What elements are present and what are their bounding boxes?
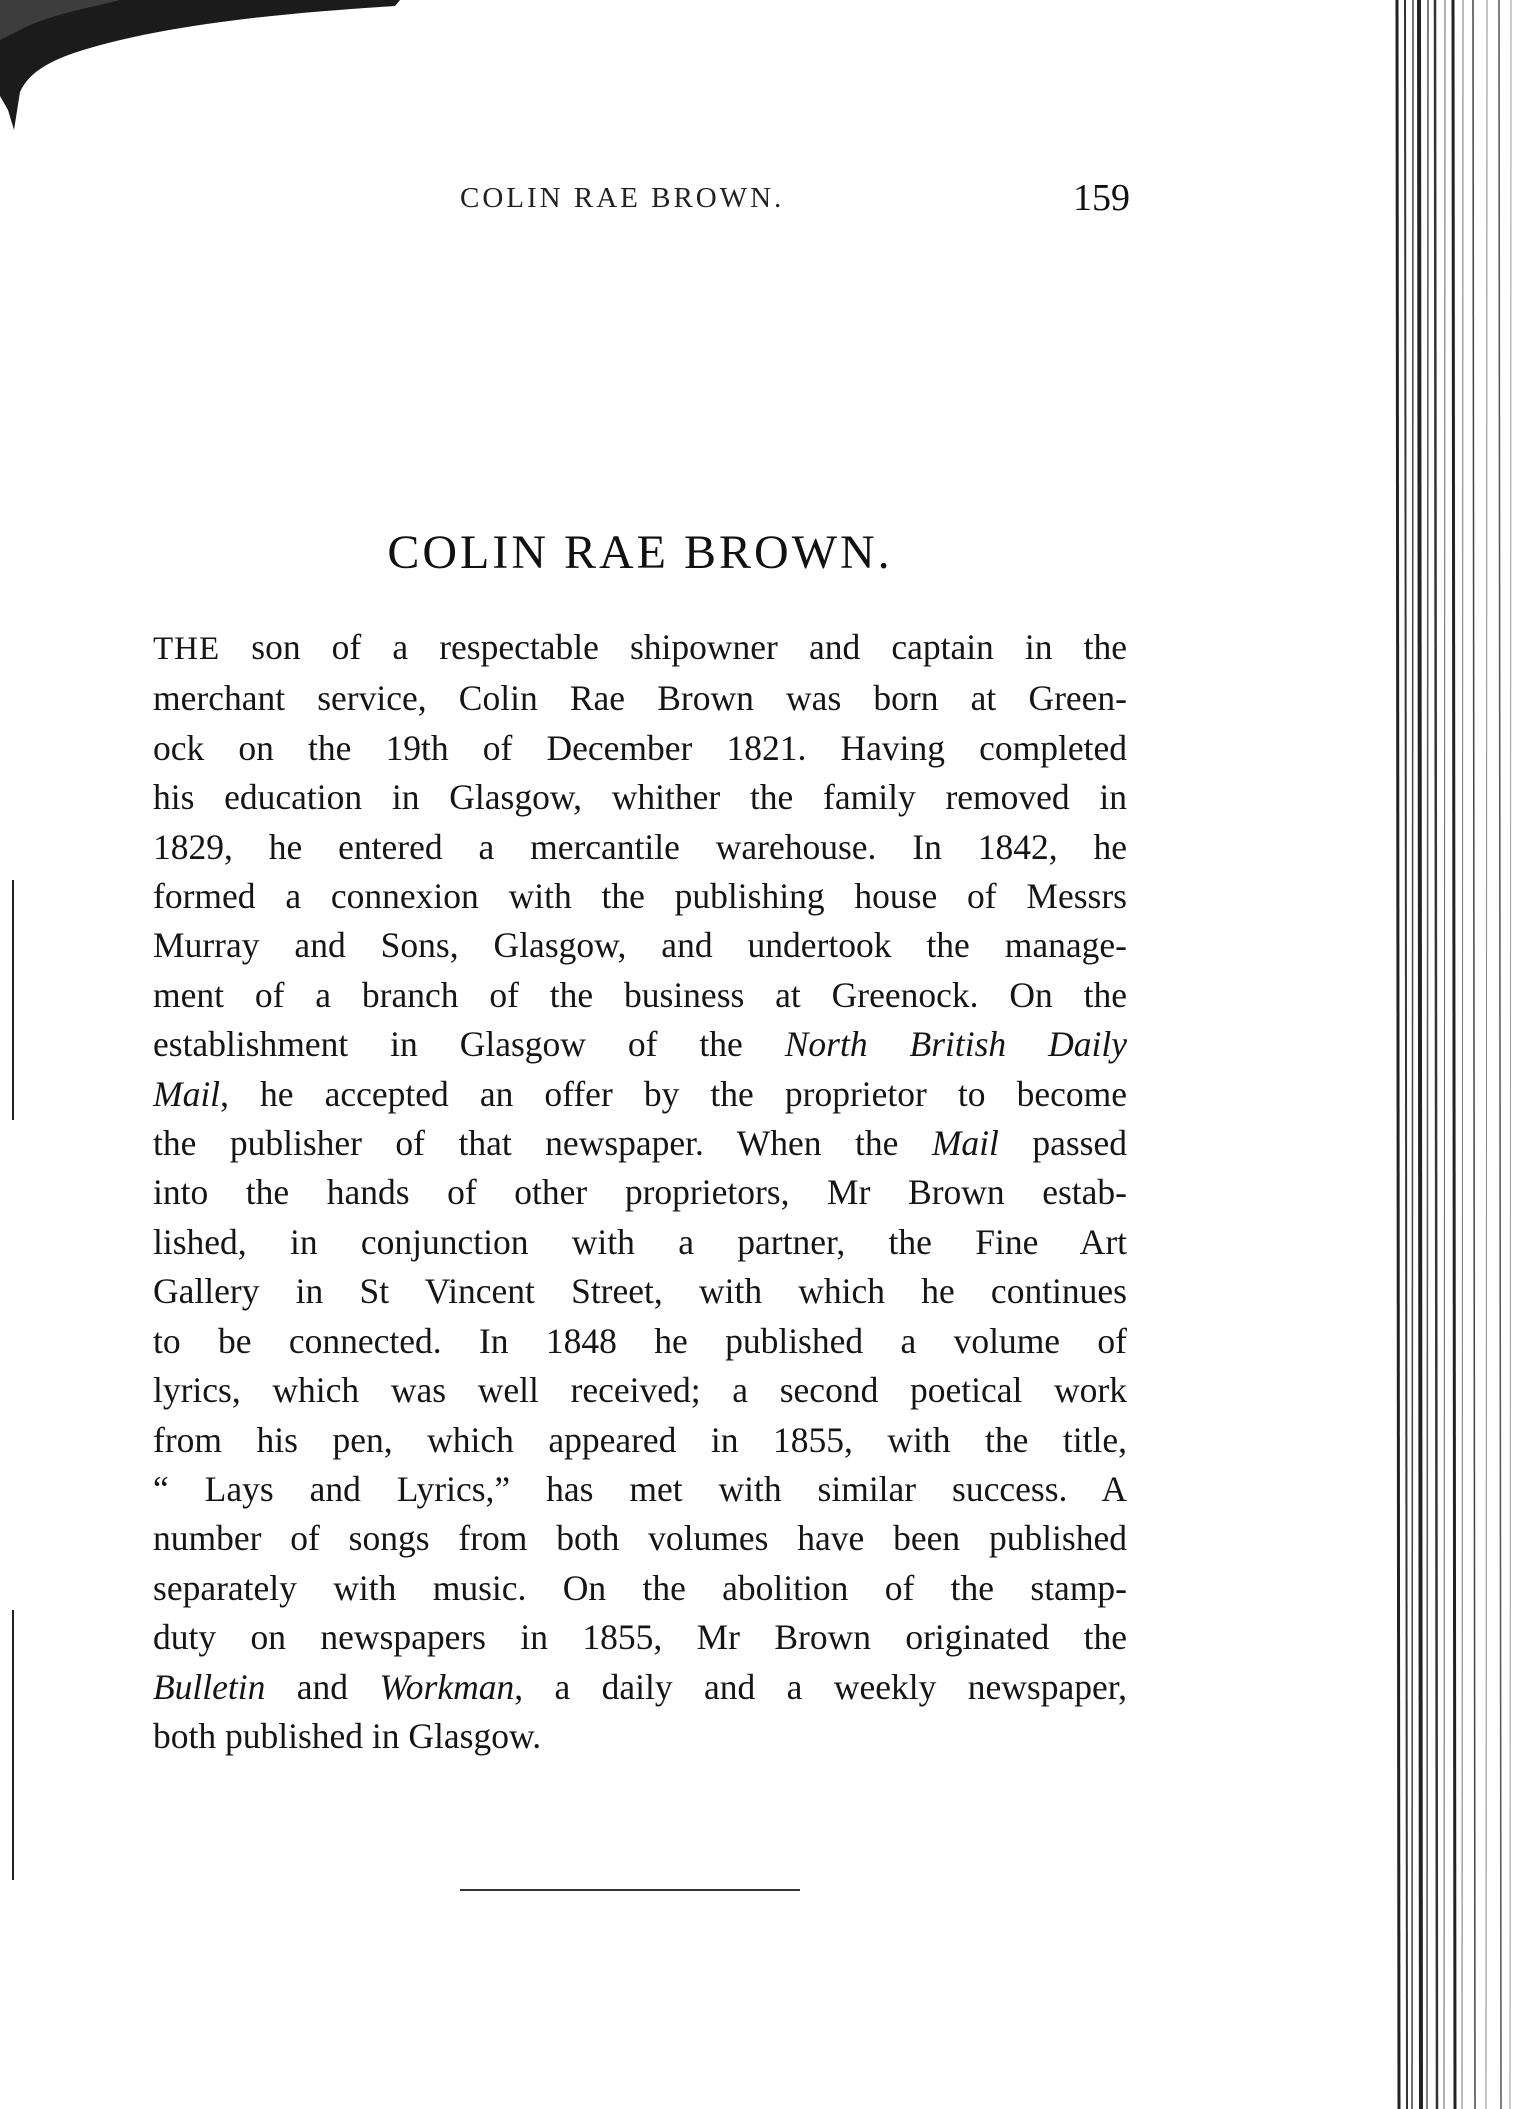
- text-run: duty on newspapers in 1855, Mr Brown originated the: [153, 1617, 1127, 1658]
- end-rule: [460, 1889, 800, 1891]
- text-line: [153, 623, 1127, 674]
- text-line: [153, 872, 1127, 921]
- text-run: passed: [998, 1123, 1127, 1164]
- text-line: [153, 1663, 1127, 1712]
- torn-corner-mark: [0, 0, 420, 140]
- article-title: COLIN RAE BROWN.: [387, 526, 893, 579]
- text-run: lished, in conjunction with a partner, the Fine Art: [153, 1221, 1127, 1262]
- text-line: [153, 1366, 1127, 1415]
- italic-title: Workman: [379, 1666, 515, 1707]
- text-run: the publisher of that newspaper. When the: [153, 1123, 932, 1164]
- page-number: 159: [1073, 177, 1130, 219]
- text-line: [153, 1465, 1127, 1514]
- text-line: [153, 674, 1127, 723]
- text-line: [153, 1416, 1127, 1465]
- text-line: [153, 971, 1127, 1020]
- italic-title: North British Daily: [784, 1024, 1127, 1065]
- text-line: [153, 1317, 1127, 1366]
- text-line: [153, 921, 1127, 970]
- text-line: [153, 773, 1127, 822]
- text-run: both published in Glasgow.: [153, 1715, 542, 1756]
- text-run: his education in Glasgow, whither the family removed in: [153, 777, 1127, 818]
- text-run: formed a connexion with the publishing house of Messrs: [153, 876, 1127, 917]
- book-binding-edge: [1395, 0, 1517, 2109]
- text-line: [153, 1020, 1127, 1069]
- text-run: ment of a branch of the business at Greenock. On the: [153, 974, 1127, 1015]
- text-run: 1829, he entered a mercantile warehouse. In 1842, he: [153, 826, 1127, 867]
- text-line: [153, 1613, 1127, 1662]
- text-run: separately with music. On the abolition of the stamp-: [153, 1567, 1127, 1608]
- text-run: Murray and Sons, Glasgow, and undertook the manage-: [153, 925, 1127, 966]
- text-line: [153, 1119, 1127, 1168]
- text-run: into the hands of other proprietors, Mr Brown estab-: [153, 1172, 1127, 1213]
- text-line: [153, 1267, 1127, 1316]
- text-line: [153, 1168, 1127, 1217]
- article-body: [153, 623, 1127, 1761]
- text-line: [153, 1070, 1127, 1119]
- text-run: , a daily and a weekly newspaper,: [514, 1666, 1127, 1707]
- text-line: [153, 1218, 1127, 1267]
- text-run: Gallery in St Vincent Street, with which he continues: [153, 1271, 1127, 1312]
- text-run: from his pen, which appeared in 1855, with the title,: [153, 1419, 1127, 1460]
- text-run: lyrics, which was well received; a second poetical work: [153, 1370, 1127, 1411]
- margin-mark: [12, 1610, 14, 1880]
- text-line: [153, 823, 1127, 872]
- italic-title: Mail: [931, 1123, 999, 1164]
- margin-mark: [12, 880, 14, 1120]
- text-run: merchant service, Colin Rae Brown was born at Green-: [153, 678, 1127, 719]
- text-line: [153, 1564, 1127, 1613]
- running-title: COLIN RAE BROWN.: [460, 182, 785, 214]
- italic-title: Mail: [153, 1073, 221, 1114]
- text-run: and: [265, 1666, 380, 1707]
- running-head: [150, 176, 1130, 226]
- text-run: to be connected. In 1848 he published a volume of: [153, 1320, 1127, 1361]
- text-run: establishment in Glasgow of the: [153, 1024, 785, 1065]
- italic-title: Bulletin: [153, 1666, 266, 1707]
- text-run: son of a respectable shipowner and captain in the: [220, 627, 1127, 667]
- text-line: [153, 1514, 1127, 1563]
- text-run: number of songs from both volumes have been published: [153, 1518, 1127, 1559]
- text-run: “ Lays and Lyrics,” has met with similar success. A: [153, 1468, 1127, 1509]
- text-line: [153, 1712, 1127, 1761]
- text-run: , he accepted an offer by the proprietor to become: [220, 1073, 1127, 1114]
- text-line: [153, 724, 1127, 773]
- text-run: ock on the 19th of December 1821. Having completed: [153, 727, 1127, 768]
- opening-word: THE: [153, 631, 221, 667]
